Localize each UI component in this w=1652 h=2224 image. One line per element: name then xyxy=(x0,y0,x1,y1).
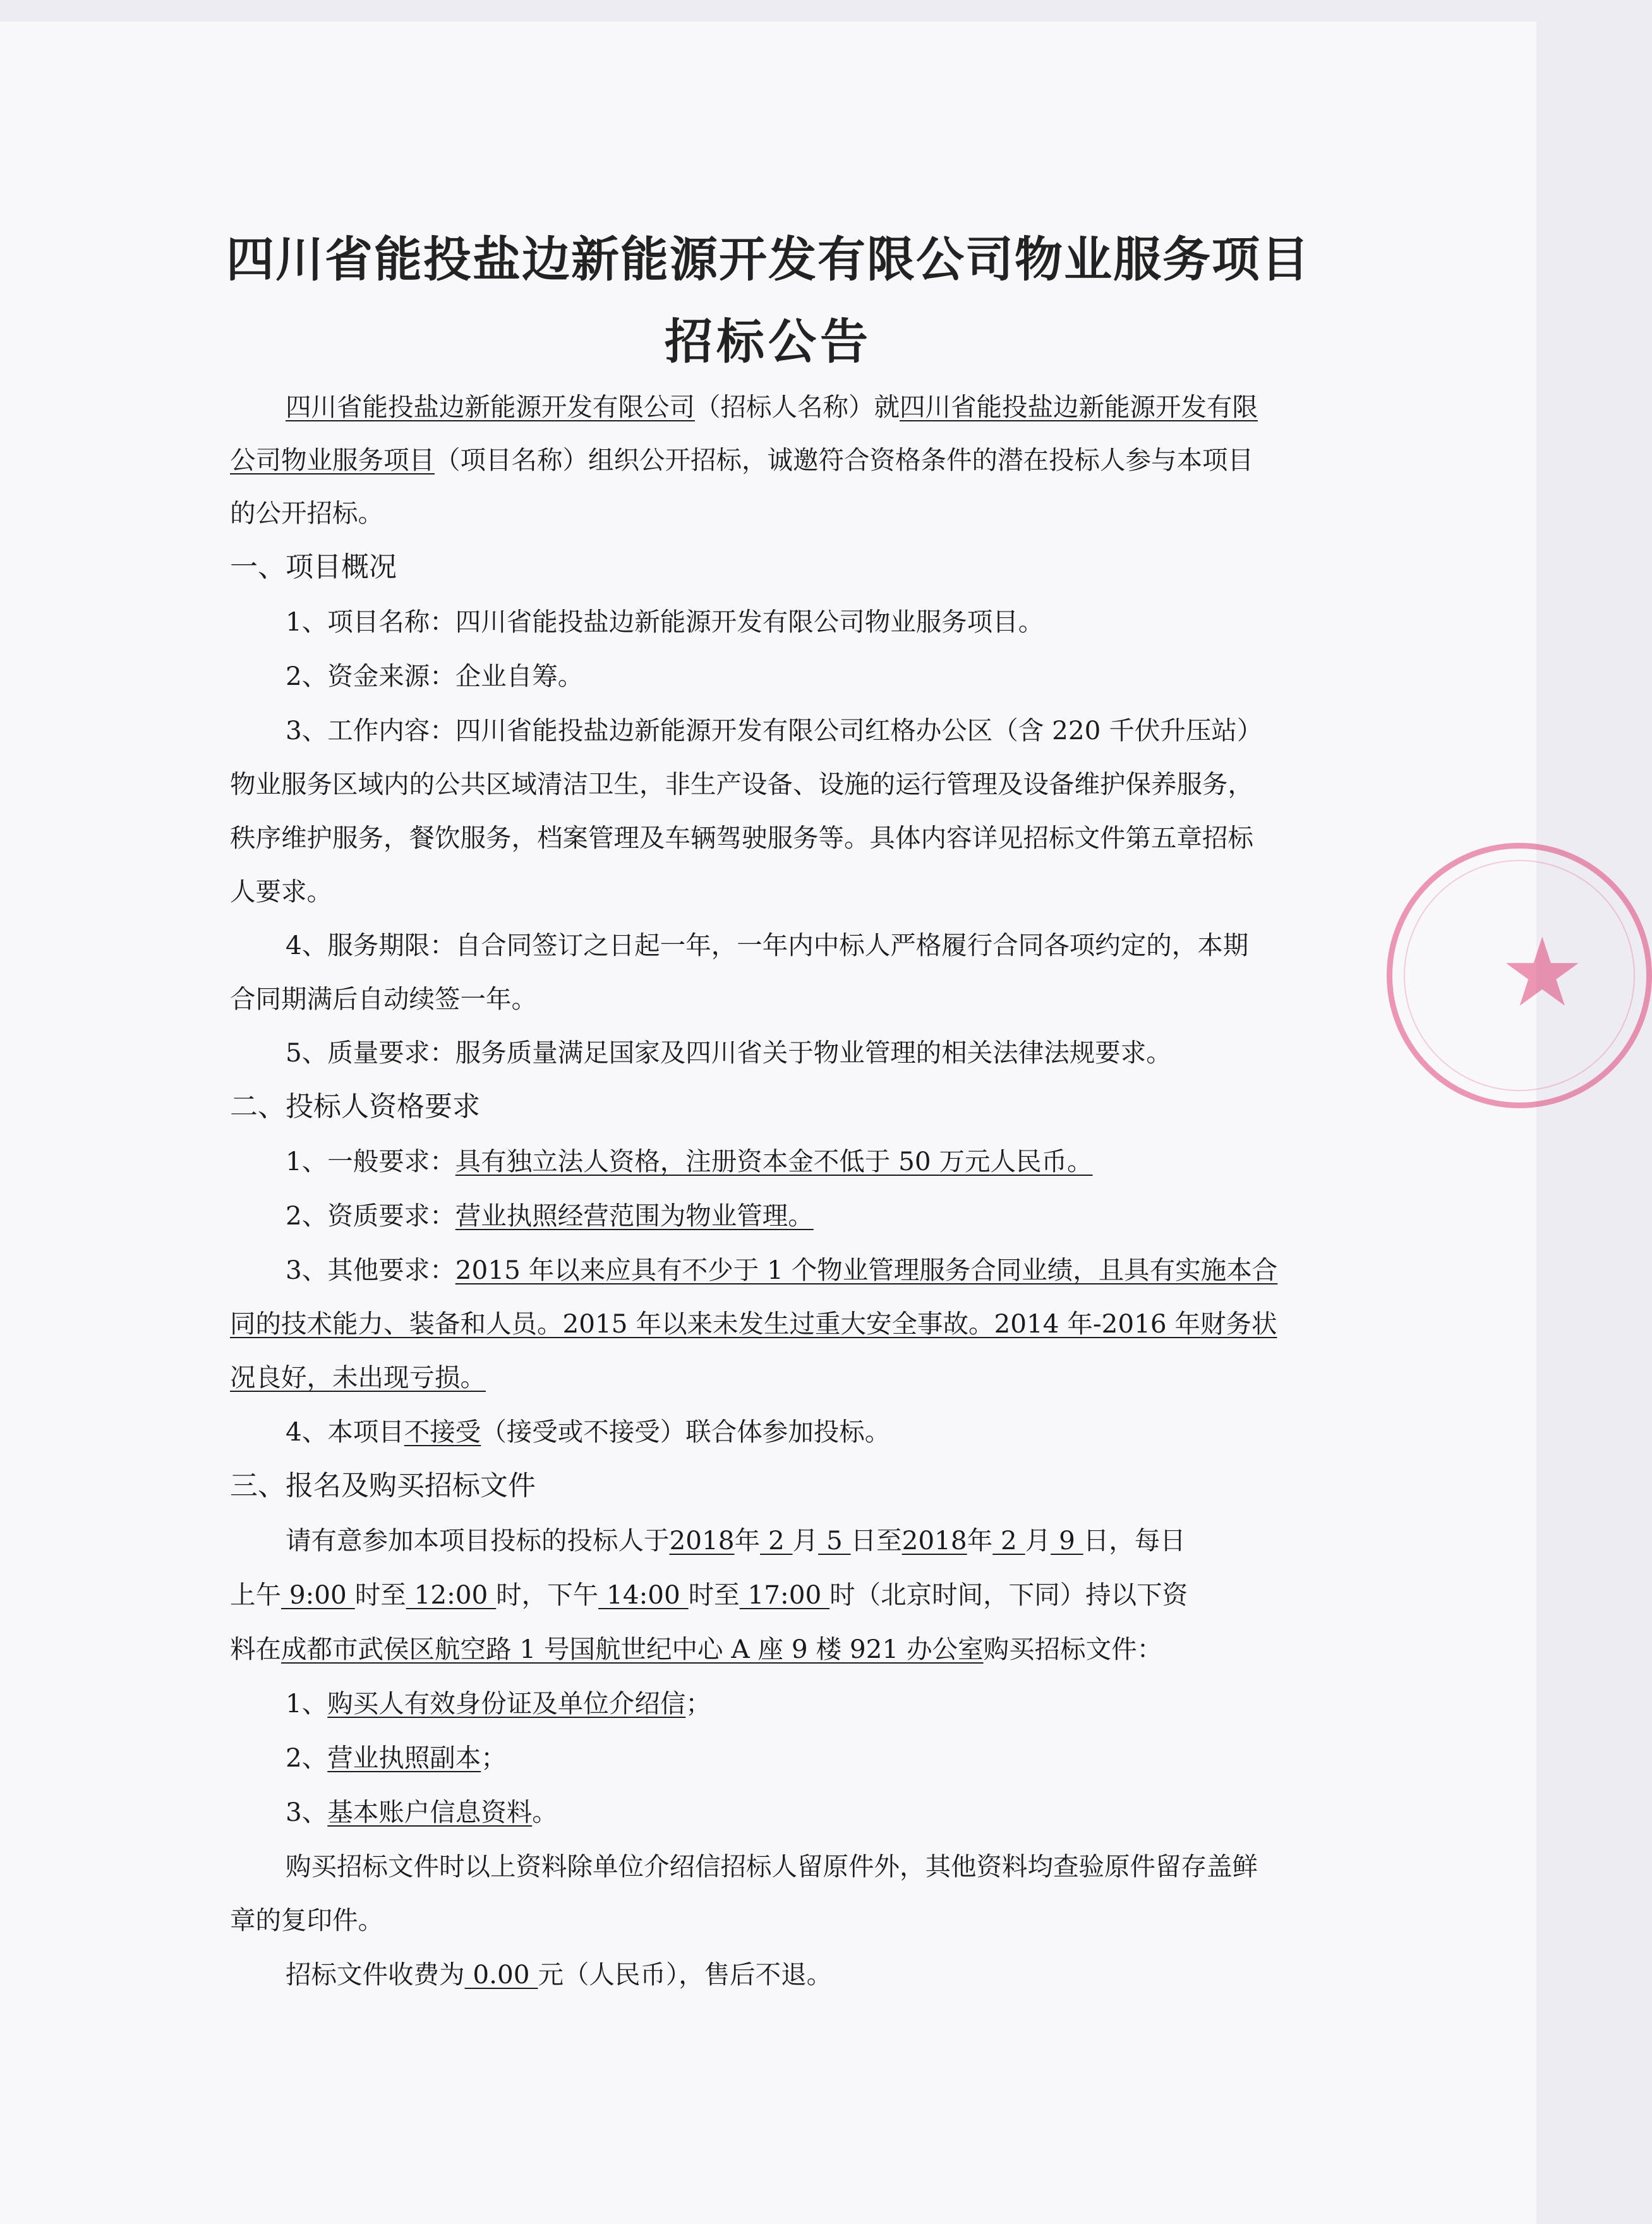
qualification-value: 具有独立法人资格，注册资本金不低于 50 万元人民币。 xyxy=(455,1146,1093,1176)
end-month: 2 xyxy=(992,1525,1025,1556)
start-month: 2 xyxy=(760,1525,793,1556)
registration-text: 年 xyxy=(967,1525,993,1556)
required-document-2 xyxy=(286,1739,507,1777)
seal-star-icon: ★ xyxy=(1500,918,1585,1028)
registration-line-1 xyxy=(286,1521,1186,1559)
overview-item-4-line-2: 合同期满后自动续签一年。 xyxy=(230,984,537,1014)
purchase-address: 成都市武侯区航空路 1 号国航世纪中心 A 座 9 楼 921 办公室 xyxy=(281,1634,984,1664)
required-document: 营业执照副本 xyxy=(327,1743,481,1773)
afternoon-start: 14:00 xyxy=(598,1580,689,1610)
intro-line-3: 的公开招标。 xyxy=(230,498,383,528)
registration-text: 料在 xyxy=(230,1634,281,1664)
registration-text: 购买招标文件： xyxy=(983,1634,1163,1664)
registration-text: 日至 xyxy=(850,1525,902,1556)
overview-item-4-line-1: 4、服务期限：自合同签订之日起一年，一年内中标人严格履行合同各项约定的，本期 xyxy=(286,930,1249,960)
end-day: 9 xyxy=(1051,1525,1083,1556)
overview-item-3-line-3: 秩序维护服务，餐饮服务，档案管理及车辆驾驶服务等。具体内容详见招标文件第五章招标 xyxy=(230,823,1253,853)
qualification-label: 1、一般要求： xyxy=(286,1146,455,1176)
qualification-value: 况良好，未出现亏损。 xyxy=(230,1362,486,1393)
fee-text: 元（人民币），售后不退。 xyxy=(538,1959,833,1990)
intro-line-2 xyxy=(230,441,1253,479)
registration-text: 时至 xyxy=(688,1580,740,1610)
list-number: 3、 xyxy=(286,1797,328,1827)
qualification-item-1 xyxy=(286,1142,1093,1180)
tenderer-name: 四川省能投盐边新能源开发有限公司 xyxy=(286,392,695,422)
list-number: 2、 xyxy=(286,1743,328,1773)
document-title-line2: 招标公告 xyxy=(665,313,872,370)
fee-amount: 0.00 xyxy=(464,1959,538,1990)
document-title-line1: 四川省能投盐边新能源开发有限公司物业服务项目 xyxy=(226,231,1310,287)
overview-item-5: 5、质量要求：服务质量满足国家及四川省关于物业管理的相关法律法规要求。 xyxy=(286,1037,1172,1068)
required-document: 购买人有效身份证及单位介绍信 xyxy=(327,1688,686,1719)
punctuation: ； xyxy=(685,1688,711,1719)
qualification-item-3-line-2 xyxy=(230,1305,1277,1343)
start-day: 5 xyxy=(818,1525,851,1556)
qualification-text: 4、本项目 xyxy=(286,1417,404,1447)
required-document-1 xyxy=(286,1684,711,1722)
overview-item-2: 2、资金来源：企业自筹。 xyxy=(286,661,584,691)
intro-line-1 xyxy=(286,388,1258,426)
project-name-cont: 公司物业服务项目 xyxy=(230,445,435,475)
qualification-item-3-line-3 xyxy=(230,1358,486,1396)
qualification-value: 同的技术能力、装备和人员。2015 年以来未发生过重大安全事故。2014 年-2016 年财务状 xyxy=(230,1308,1277,1339)
afternoon-end: 17:00 xyxy=(739,1580,830,1610)
intro-text: （项目名称）组织公开招标，诚邀符合资格条件的潜在投标人参与本项目 xyxy=(435,445,1253,475)
overview-item-1: 1、项目名称：四川省能投盐边新能源开发有限公司物业服务项目。 xyxy=(286,607,1044,637)
registration-note-line-1: 购买招标文件时以上资料除单位介绍信招标人留原件外，其他资料均查验原件留存盖鲜 xyxy=(286,1851,1258,1882)
qualification-text: （接受或不接受）联合体参加投标。 xyxy=(481,1417,891,1447)
qualification-value: 营业执照经营范围为物业管理。 xyxy=(455,1200,814,1231)
registration-text: 时，下午 xyxy=(496,1580,599,1610)
start-year: 2018 xyxy=(669,1525,735,1556)
punctuation: 。 xyxy=(532,1797,558,1827)
registration-line-3 xyxy=(230,1630,1162,1668)
registration-text: 年 xyxy=(734,1525,761,1556)
fee-text: 招标文件收费为 xyxy=(286,1959,465,1990)
qualification-item-4 xyxy=(286,1413,890,1451)
registration-text: 时（北京时间，下同）持以下资 xyxy=(829,1580,1188,1610)
morning-end: 12:00 xyxy=(406,1580,497,1610)
qualification-label: 2、资质要求： xyxy=(286,1200,455,1231)
registration-text: 请有意参加本项目投标的投标人于 xyxy=(286,1525,670,1556)
registration-text: 日，每日 xyxy=(1083,1525,1186,1556)
intro-text: （招标人名称）就 xyxy=(695,392,900,422)
qualification-item-2 xyxy=(286,1197,814,1235)
project-name: 四川省能投盐边新能源开发有限 xyxy=(900,392,1258,422)
morning-start: 9:00 xyxy=(281,1580,355,1610)
overview-item-3-line-2: 物业服务区域内的公共区域清洁卫生，非生产设备、设施的运行管理及设备维护保养服务， xyxy=(230,769,1253,799)
consortium-choice: 不接受 xyxy=(404,1417,481,1447)
section-heading-overview: 一、项目概况 xyxy=(230,551,397,583)
qualification-item-3-line-1 xyxy=(286,1251,1277,1289)
list-number: 1、 xyxy=(286,1688,328,1719)
registration-text: 月 xyxy=(792,1525,819,1556)
qualification-label: 3、其他要求： xyxy=(286,1255,455,1285)
registration-text: 时至 xyxy=(354,1580,406,1610)
document-fee xyxy=(286,1955,832,1993)
registration-text: 上午 xyxy=(230,1580,281,1610)
punctuation: ； xyxy=(481,1743,507,1773)
end-year: 2018 xyxy=(901,1525,967,1556)
registration-line-2 xyxy=(230,1576,1188,1614)
document-page xyxy=(0,21,1585,2224)
registration-note-line-2: 章的复印件。 xyxy=(230,1905,383,1935)
registration-text: 月 xyxy=(1025,1525,1051,1556)
qualification-value: 2015 年以来应具有不少于 1 个物业管理服务合同业绩，且具有实施本合 xyxy=(455,1255,1278,1285)
company-seal xyxy=(1387,843,1652,1108)
overview-item-3-line-1: 3、工作内容：四川省能投盐边新能源开发有限公司红格办公区（含 220 千伏升压站） xyxy=(286,715,1263,746)
section-heading-qualification: 二、投标人资格要求 xyxy=(230,1091,480,1123)
section-heading-registration: 三、报名及购买招标文件 xyxy=(230,1470,536,1502)
required-document: 基本账户信息资料 xyxy=(327,1797,533,1827)
required-document-3 xyxy=(286,1793,558,1831)
overview-item-3-line-4: 人要求。 xyxy=(230,876,332,907)
